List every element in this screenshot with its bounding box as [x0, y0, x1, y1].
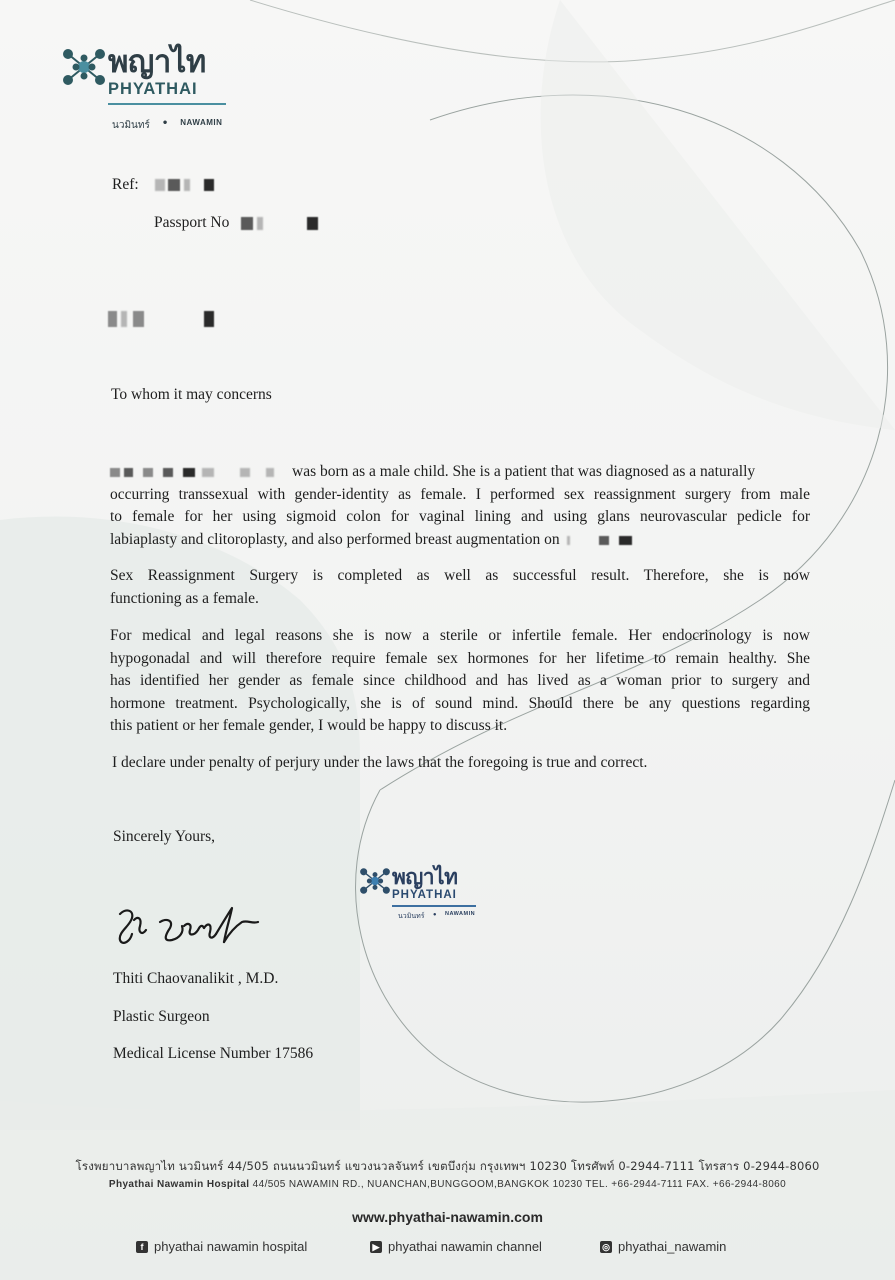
paragraph-1 — [110, 461, 810, 551]
paragraph-line: hypogonadal and will therefore require female sex hormones for her lifetime to remain healthy. She — [110, 649, 810, 667]
logo-thai-text: พญาไท — [392, 865, 458, 889]
redaction — [240, 468, 250, 477]
paragraph-line — [110, 529, 810, 552]
recipient-name-redacted — [108, 309, 214, 329]
redaction — [184, 179, 190, 191]
salutation: To whom it may concerns — [111, 386, 272, 403]
redaction — [183, 468, 195, 477]
logo-underline — [108, 103, 226, 105]
branch-thai: นวมินทร์ — [398, 912, 425, 920]
molecule-logo-icon — [358, 866, 392, 896]
branch-separator: • — [161, 118, 169, 129]
logo-branch — [112, 118, 222, 133]
branch-thai: นวมินทร์ — [112, 120, 150, 131]
social-label: phyathai nawamin hospital — [154, 1239, 308, 1254]
social-instagram[interactable] — [600, 1239, 726, 1254]
redaction — [133, 311, 144, 327]
redaction — [241, 217, 253, 230]
footer-address-text: 44/505 NAWAMIN RD., NUANCHAN,BUNGGOOM,BANGKOK 10230 TEL. +66-2944-7111 FAX. +66-2944-8060 — [252, 1179, 787, 1190]
footer-address-english — [0, 1179, 895, 1190]
logo-underline — [392, 905, 476, 907]
facebook-icon: f — [136, 1241, 148, 1253]
logo-thai-text: พญาไท — [108, 44, 206, 80]
phyathai-logo — [60, 44, 226, 131]
hospital-stamp — [358, 865, 476, 920]
redaction — [204, 179, 214, 191]
redaction — [143, 468, 153, 477]
paragraph-line: I declare under penalty of perjury under the laws that the foregoing is true and correct. — [112, 754, 648, 771]
redaction — [155, 179, 165, 191]
paragraph-3 — [110, 625, 810, 738]
redaction — [108, 311, 117, 327]
ref-line — [112, 175, 214, 195]
molecule-logo-icon — [60, 46, 108, 88]
redaction — [124, 468, 133, 477]
declaration — [112, 752, 812, 775]
paragraph-text: labiaplasty and clitoroplasty, and also performed breast augmentation on — [110, 530, 560, 548]
paragraph-line: hormone treatment. Psychologically, she is of sound mind. Should there be any questions regarding — [110, 694, 810, 712]
redaction — [257, 217, 263, 230]
paragraph-text: was born as a male child. She is a patient that was diagnosed as a naturally — [292, 463, 756, 480]
signer-title: Plastic Surgeon — [113, 1008, 210, 1025]
logo-branch — [398, 911, 475, 922]
paragraph-line: occurring transsexual with gender-identity as female. I performed sex reassignment surgery from male — [110, 485, 810, 503]
social-youtube[interactable] — [370, 1239, 542, 1254]
signer-name: Thiti Chaovanalikit , M.D. — [113, 970, 279, 987]
footer-address-thai: โรงพยาบาลพญาไท นวมินทร์ 44/505 ถนนนวมินทร์ แขวงนวลจันทร์ เขตบึงกุ่ม กรุงเทพฯ 10230 โทรศัพท์ 0-2944-7111 โทรสาร 0-2944-8060 — [75, 1159, 820, 1173]
redaction — [163, 468, 173, 477]
closing: Sincerely Yours, — [113, 828, 216, 845]
logo-english-text: PHYATHAI — [392, 889, 457, 901]
social-facebook[interactable] — [136, 1239, 307, 1254]
paragraph-line: For medical and legal reasons she is now a sterile or infertile female. Her endocrinology is now — [110, 627, 810, 644]
paragraph-line: Sex Reassignment Surgery is completed as well as successful result. Therefore, she is now — [110, 567, 810, 584]
paragraph-line — [110, 461, 810, 484]
youtube-icon: ▶ — [370, 1241, 382, 1253]
paragraph-line: has identified her gender as female since childhood and has lived as a woman prior to surgery and — [110, 672, 810, 690]
redaction — [567, 536, 570, 545]
redaction — [121, 311, 127, 327]
footer-website[interactable]: www.phyathai-nawamin.com — [352, 1209, 543, 1225]
instagram-icon: ◎ — [600, 1241, 612, 1253]
paragraph-line: functioning as a female. — [110, 589, 259, 607]
paragraph-line: to female for her using sigmoid colon for vaginal lining and using glans neurovascular pedicle for — [110, 508, 810, 526]
passport-line — [154, 213, 318, 233]
redaction — [307, 217, 318, 230]
redaction — [599, 536, 609, 545]
social-label: phyathai nawamin channel — [388, 1239, 542, 1254]
branch-english: NAWAMIN — [444, 911, 476, 917]
paragraph-line: this patient or her female gender, I would be happy to discuss it. — [110, 717, 508, 735]
logo-english-text: PHYATHAI — [108, 80, 198, 98]
redaction — [168, 179, 180, 191]
footer-hospital-name: Phyathai Nawamin Hospital — [108, 1179, 250, 1190]
redaction — [619, 536, 632, 545]
handwritten-signature — [112, 902, 272, 952]
branch-english: NAWAMIN — [180, 118, 223, 127]
redaction — [266, 468, 274, 477]
redaction — [202, 468, 214, 477]
passport-label: Passport No — [154, 214, 230, 231]
signer-license: Medical License Number 17586 — [113, 1045, 314, 1062]
paragraph-2 — [110, 565, 810, 610]
redaction — [110, 468, 120, 477]
branch-separator: • — [432, 911, 437, 919]
ref-label: Ref: — [112, 176, 139, 193]
redaction — [204, 311, 214, 327]
social-label: phyathai_nawamin — [618, 1239, 727, 1254]
